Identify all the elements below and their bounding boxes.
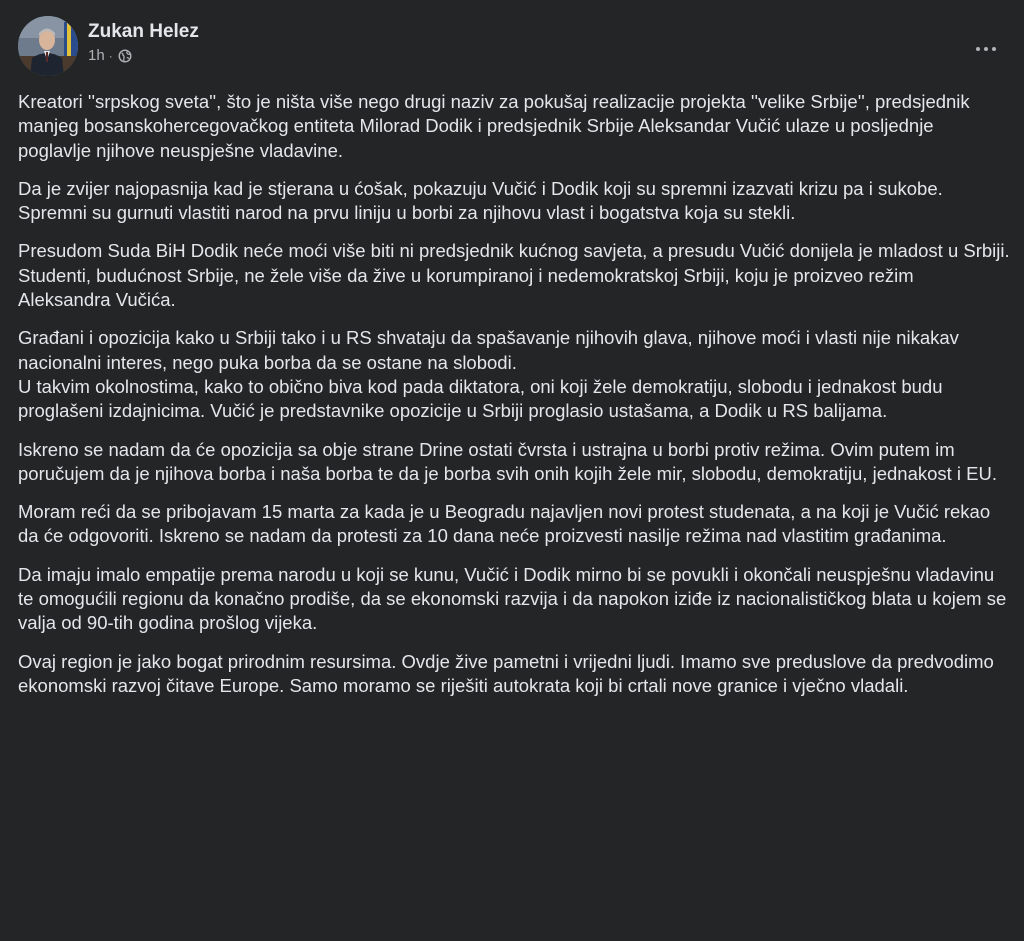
- author-avatar[interactable]: [18, 16, 78, 76]
- more-options-button[interactable]: [968, 31, 1004, 67]
- post-paragraph: Kreatori ''srpskog sveta'', što je ništa više nego drugi naziv za pokušaj realizacije projekta ''velike Srbije'', predsjednik manjeg bosanskohercegovačkog entiteta Milorad Dodik i predsjednik Srbije Aleksandar Vučić ulaze u posljednje poglavlje njihove neuspješne vladavine.: [18, 91, 970, 161]
- post-text: [18, 90, 1010, 712]
- author-block: [88, 20, 199, 65]
- post-paragraph: Da je zvijer najopasnija kad je stjerana u ćošak, pokazuju Vučić i Dodik koji su spremni izazvati krizu pa i sukobe. Spremni su gurnuti vlastiti narod na prvu liniju u borbi za njihovu vlast i bogatstva koja su stekli.: [18, 177, 943, 224]
- post-paragraph: Građani i opozicija kako u Srbiji tako i u RS shvataju da spašavanje njihovih glava, njihove moći i vlasti nije nikakav nacionalni interes, nego puka borba da se ostane na slobodi. U takvim okolnostima, kako to obično biva kod pada diktatora, oni koji žele demokratiju, slobodu i jednakost budu proglašeni izdajnicima. Vučić je predstavnike opozicije u Srbiji proglasio ustašama, a Dodik u RS balijama.: [18, 327, 959, 422]
- author-name[interactable]: Zukan Helez: [88, 21, 199, 42]
- post-paragraph: Ovaj region je jako bogat prirodnim resursima. Ovdje žive pametni i vrijedni ljudi. Imamo sve preduslove da predvodimo ekonomski razvoj čitave Europe. Samo moramo se riješiti autokrata koji bi crtali nove granice i vječno vladali.: [18, 650, 994, 696]
- post-paragraph: Presudom Suda BiH Dodik neće moći više biti ni predsjednik kućnog savjeta, a presudu Vučić donijela je mladost u Srbiji. Studenti, budućnost Srbije, ne žele više da žive u korumpiranoj i nedemokratskoj Srbiji, koju je proizveo režim Aleksandra Vučića.: [18, 240, 1010, 311]
- globe-icon[interactable]: [118, 49, 132, 63]
- post-paragraph: Moram reći da se pribojavam 15 marta za kada je u Beogradu najavljen novi protest studenata, a na koji je Vučić rekao da će odgovoriti. Iskreno se nadam da protesti za 10 dana neće proizvesti nasilje režima nad vlastitim građanima.: [18, 501, 991, 547]
- post-paragraph: Iskreno se nadam da će opozicija sa obje strane Drine ostati čvrsta i ustrajna u borbi protiv režima. Ovim putem im poručujem da je njihova borba i naša borba te da je borba svih onih kojih žele mir, slobodu, demokratiju, jednakost i EU.: [18, 438, 998, 484]
- post-timestamp[interactable]: 1h: [88, 47, 105, 64]
- more-horizontal-icon: [976, 47, 996, 51]
- post-paragraph: Da imaju imalo empatije prema narodu u koji se kunu, Vučić i Dodik mirno bi se povukli i okončali neuspješnu vladavinu te omogućili regionu da konačno prodiše, da se ekonomski razvija i da napokon iziđe iz nacionalističkog blata u kojem se valja od 90-tih godina prošlog vijeka.: [18, 563, 1007, 634]
- meta-separator: ·: [108, 49, 113, 63]
- post-meta: [88, 47, 199, 65]
- avatar-image: [18, 16, 78, 76]
- post-header: [18, 16, 1006, 78]
